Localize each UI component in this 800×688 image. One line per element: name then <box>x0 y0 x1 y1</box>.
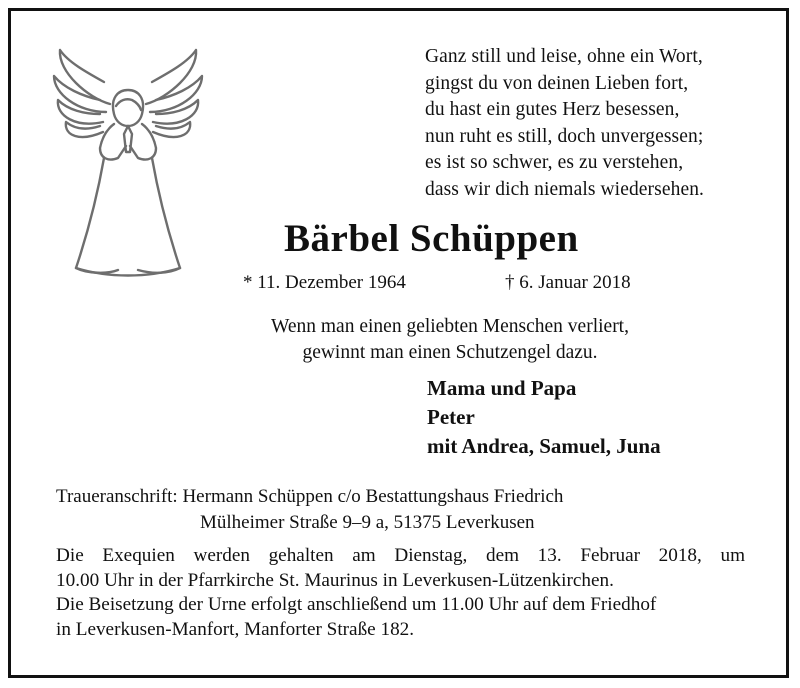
poem-line: es ist so schwer, es zu verstehen, <box>425 152 684 174</box>
mourner-line: mit Andrea, Samuel, Juna <box>427 434 661 458</box>
angel-icon <box>48 42 208 292</box>
memorial-quote <box>200 314 700 366</box>
address-line: Traueranschrift: Hermann Schüppen c/o Bestattungshaus Friedrich <box>56 486 564 507</box>
poem <box>425 44 704 204</box>
poem-line: gingst du von deinen Lieben fort, <box>425 72 689 94</box>
notice-line: Die Beisetzung der Urne erfolgt anschließend um 11.00 Uhr auf dem Friedhof <box>56 594 657 615</box>
poem-line: du hast ein gutes Herz besessen, <box>425 99 680 121</box>
poem-line: Ganz still und leise, ohne ein Wort, <box>425 46 703 67</box>
death-date: † 6. Januar 2018 <box>505 272 631 293</box>
poem-line: nun ruht es still, doch unvergessen; <box>425 125 704 147</box>
birth-date: * 11. Dezember 1964 <box>243 272 406 293</box>
notice-line: 10.00 Uhr in der Pfarrkirche St. Maurinus in Leverkusen-Lützenkirchen. <box>56 569 614 591</box>
address-line: Mülheimer Straße 9–9 a, 51375 Leverkusen <box>200 512 535 533</box>
mourning-address <box>56 484 563 536</box>
quote-line: Wenn man einen geliebten Menschen verliert, <box>271 316 629 337</box>
notice-line: in Leverkusen-Manfort, Manforter Straße 182. <box>56 618 415 640</box>
mourners-list <box>427 374 661 461</box>
quote-line: gewinnt man einen Schutzengel dazu. <box>302 342 598 363</box>
notice-line: Die Exequien werden gehalten am Dienstag, dem 13. Februar 2018, um <box>56 545 745 566</box>
service-notice <box>56 544 745 642</box>
deceased-name: Bärbel Schüppen <box>284 217 579 260</box>
mourner-line: Peter <box>427 405 475 429</box>
poem-line: dass wir dich niemals wiedersehen. <box>425 178 705 200</box>
mourner-line: Mama und Papa <box>427 376 577 400</box>
